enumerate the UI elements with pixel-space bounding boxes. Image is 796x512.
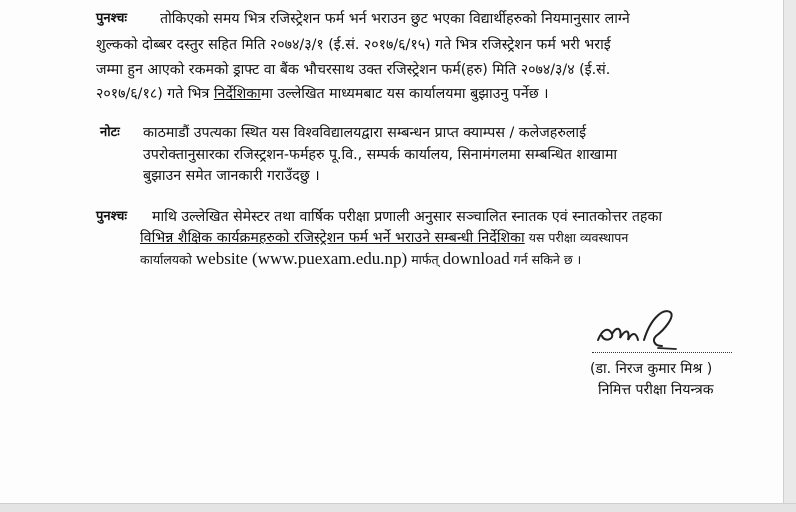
p2-line-2-b: यस परीक्षा व्यवस्थापन — [524, 230, 629, 245]
p1-line-2: शुल्कको दोब्बर दस्तुर सहित मिति २०७४/३/१ (ई.सं. २०१७/६/१५) गते भित्र रजिस्ट्रेशन फर्म भरी भराई — [96, 37, 611, 53]
p1-line-4 — [96, 85, 549, 103]
p2-line-3-e: गर्न सकिने छ । — [509, 252, 582, 267]
p2-line-1 — [152, 208, 662, 226]
signatory-title: निमित्त परीक्षा नियन्त्रक — [598, 382, 714, 398]
p1-label: पुनश्चः — [96, 11, 128, 26]
guideline-link-1: निर्देशिका — [213, 86, 261, 102]
p2-line-2 — [140, 229, 628, 247]
note-line-1: काठमाडौं उपत्यका स्थित यस विश्वविद्यालयद्वारा सम्बन्धन प्राप्त क्याम्पस / कलेजहरुलाई — [143, 125, 587, 141]
download-word: download — [442, 249, 510, 268]
p2-line-3-c: मार्फत् — [407, 252, 443, 267]
p1-line-3: जम्मा हुन आएको रकमको ड्राफ्ट वा बैंक भौचरसाथ उक्त रजिस्ट्रेशन फर्म(हरु) मिति २०७४/३/४ (ई.सं. — [96, 62, 611, 78]
note-line-3: बुझाउन समेत जानकारी गराउँदछु । — [143, 168, 320, 184]
note-label: नोटः — [100, 125, 120, 140]
website-url: website (www.puexam.edu.np) — [195, 249, 408, 268]
signature-line — [592, 352, 732, 353]
window-frame-right — [783, 0, 796, 512]
p2-line-3 — [140, 250, 581, 269]
handwritten-signature — [592, 300, 712, 360]
p2-line-1-text: माथि उल्लेखित सेमेस्टर तथा वार्षिक परीक्षा प्रणाली अनुसार सञ्चालित स्नातक एवं स्नातकोत्तर तहका — [152, 209, 663, 225]
p1-line-1: तोकिएको समय भित्र रजिस्ट्रेशन फर्म भर्न भराउन छुट भएका विद्यार्थीहरुको नियमानुसार लाग्ने — [160, 11, 630, 27]
note-line-2: उपरोक्तानुसारका रजिस्ट्रशन-फर्महरु पू.वि., सम्पर्क कार्यालय, सिनामंगलमा सम्बन्धित शाखामा — [143, 147, 618, 163]
guideline-link-2: विभिन्न शैक्षिक कार्यक्रमहरुको रजिस्ट्रेशन फर्म भर्ने भराउने सम्बन्धी निर्देशिका — [140, 230, 525, 246]
p1-line-4-c: मा उल्लेखित माध्यमबाट यस कार्यालयमा बुझाउनु पर्नेछ । — [260, 86, 549, 102]
p1-line-4-a: २०१७/६/१८) गते भित्र — [96, 86, 214, 102]
p2-line-3-a: कार्यालयको — [140, 252, 196, 267]
window-frame-bottom — [0, 503, 796, 512]
signatory-name: (डा. निरज कुमार मिश्र ) — [590, 361, 713, 377]
p2-label: पुनश्चः — [96, 209, 128, 224]
